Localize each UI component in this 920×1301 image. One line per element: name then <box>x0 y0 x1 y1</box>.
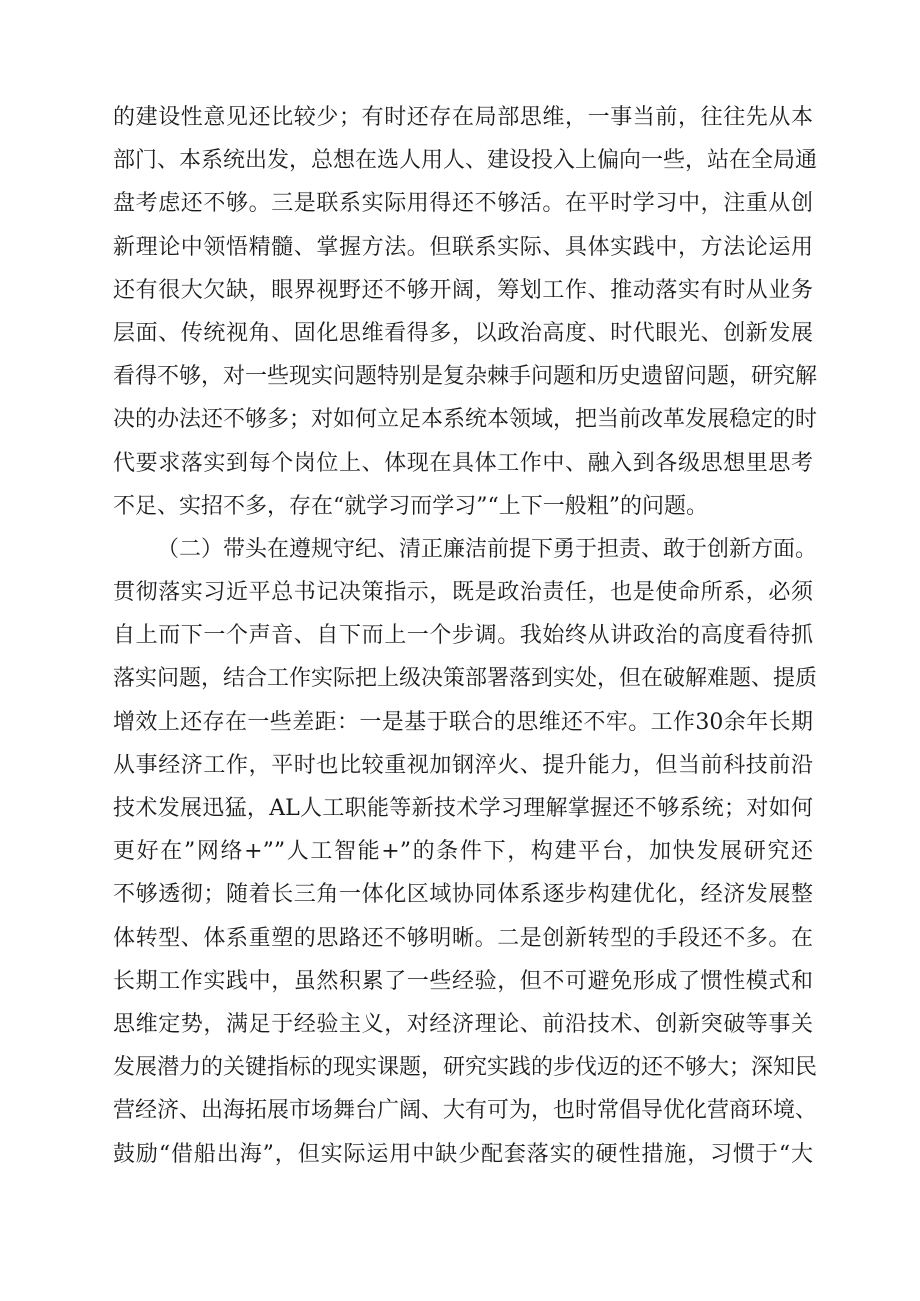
text-line: 还有很大欠缺，眼界视野还不够开阔，筹划工作、推动落实有时从业务 <box>113 277 813 303</box>
text-line: 鼓励“借船出海”，但实际运用中缺少配套落实的硬性措施，习惯于“大 <box>113 1141 813 1167</box>
text-line: 贯彻落实习近平总书记决策指示，既是政治责任，也是使命所系，必须 <box>113 580 813 606</box>
text-line: 部门、本系统出发，总想在选人用人、建设投入上偏向一些，站在全局通 <box>113 148 818 174</box>
text-line: 技术发展迅猛，AL人工职能等新技术学习理解掌握还不够系统；对如何 <box>113 796 813 821</box>
text-line: 的建设性意见还比较少；有时还存在局部思维，一事当前，往往先从本 <box>113 105 813 130</box>
text-line: 增效上还存在一些差距：一是基于联合的思维还不牢。工作30余年长期 <box>113 709 813 735</box>
text-line: 不够透彻；随着长三角一体化区域协同体系逐步构建优化，经济发展整 <box>113 882 813 908</box>
text-line: 营经济、出海拓展市场舞台广阔、大有可为，也时常倡导优化营商环境、 <box>113 1098 818 1124</box>
text-line: 体转型、体系重塑的思路还不够明晰。二是创新转型的手段还不多。在 <box>113 925 813 951</box>
document-body <box>113 96 818 1176</box>
text-line: 决的办法还不够多；对如何立足本系统本领域，把当前改革发展稳定的时 <box>113 407 818 433</box>
text-line: 发展潜力的关键指标的现实课题，研究实践的步伐迈的还不够大；深知民 <box>113 1055 818 1081</box>
text-line: 新理论中领悟精髓、掌握方法。但联系实际、具体实践中，方法论运用 <box>113 234 813 260</box>
section-heading-line: （二）带头在遵规守纪、清正廉洁前提下勇于担责、敢于创新方面。 <box>157 536 818 562</box>
text-line: 长期工作实践中，虽然积累了一些经验，但不可避免形成了惯性模式和 <box>113 968 813 994</box>
text-line: 层面、传统视角、固化思维看得多，以政治高度、时代眼光、创新发展 <box>113 320 813 346</box>
text-line: 自上而下一个声音、自下而上一个步调。我始终从讲政治的高度看待抓 <box>113 623 813 649</box>
text-line: 代要求落实到每个岗位上、体现在具体工作中、融入到各级思想里思考 <box>113 450 813 476</box>
text-line: 不足、实招不多，存在“就学习而学习”“上下一般粗”的问题。 <box>113 493 708 519</box>
text-line: 更好在”网络+””人工智能+”的条件下，构建平台，加快发展研究还 <box>113 839 813 865</box>
text-line: 看得不够，对一些现实问题特别是复杂棘手问题和历史遗留问题，研究解 <box>113 364 818 390</box>
text-line: 盘考虑还不够。三是联系实际用得还不够活。在平时学习中，注重从创 <box>113 191 813 217</box>
text-line: 思维定势，满足于经验主义，对经济理论、前沿技术、创新突破等事关 <box>113 1011 813 1037</box>
text-line: 落实问题，结合工作实际把上级决策部署落到实处，但在破解难题、提质 <box>113 666 818 692</box>
text-line: 从事经济工作，平时也比较重视加钢淬火、提升能力，但当前科技前沿 <box>113 752 813 778</box>
